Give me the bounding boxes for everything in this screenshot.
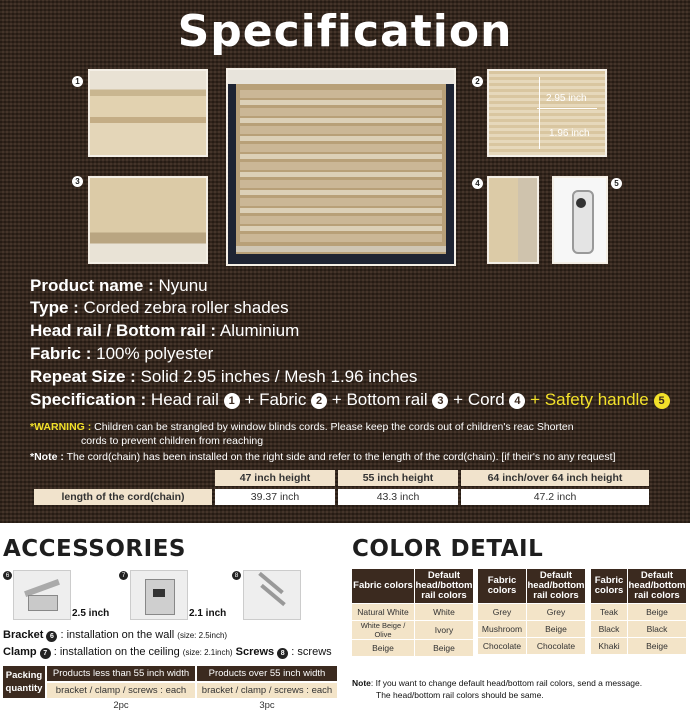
packing-header-under-55: Products less than 55 inch width — [47, 666, 195, 681]
fabric-color: Beige — [352, 640, 414, 656]
color-group-2 — [477, 568, 586, 655]
spec-circle-3: 3 — [432, 393, 448, 409]
color-note-text-2: The head/bottom rail colors should be same. — [376, 690, 544, 700]
clamp-size-label: 2.1 inch — [189, 608, 227, 619]
rail-line — [30, 321, 299, 341]
fabric-photo — [487, 69, 607, 157]
color-note-text: : If you want to change default head/bottom rail colors, send a message. — [370, 678, 643, 688]
product-name-value: Nyunu — [158, 276, 208, 295]
cord-header-64: 64 inch/over 64 inch height — [461, 470, 649, 486]
warning-text: Children can be strangled by window blinds cords. Please keep the cords out of children's reac Shorten — [94, 421, 574, 433]
zebra-blind-main-photo — [226, 68, 456, 266]
clamp-text: : installation on the ceiling — [53, 646, 180, 658]
screws-label: Screws — [235, 646, 275, 658]
cord-length-table — [31, 467, 652, 508]
spec-circle-1: 1 — [224, 393, 240, 409]
packing-header-over-55: Products over 55 inch width — [197, 666, 337, 681]
fabric-color: Chocolate — [478, 638, 526, 654]
photo-number-3: 3 — [72, 176, 83, 187]
specification-label: Specification : — [30, 390, 147, 409]
rail-value: Aluminium — [219, 321, 300, 340]
color-detail-heading: COLOR DETAIL — [352, 536, 544, 562]
rail-colors-header: Default head/bottom rail colors — [415, 570, 473, 601]
product-name-line — [30, 276, 208, 296]
spec-head-rail: Head rail — [150, 390, 219, 409]
rail-colors-header: Default head/bottom rail colors — [628, 570, 686, 601]
cord-value-47: 39.37 inch — [215, 489, 335, 505]
rail-label: Head rail / Bottom rail : — [30, 321, 217, 340]
color-group-3 — [590, 568, 687, 655]
accessory-number-6: 6 — [3, 571, 12, 580]
cord-value-55: 43.3 inch — [338, 489, 458, 505]
fabric-color: Natural White — [352, 604, 414, 620]
spec-circle-5: 5 — [654, 393, 670, 409]
rail-color: White — [415, 604, 473, 620]
page-title: Specification — [177, 6, 513, 57]
photo-number-4: 4 — [472, 178, 483, 189]
type-line — [30, 298, 289, 318]
bracket-label: Bracket — [3, 629, 44, 641]
bottom-rail-photo — [88, 176, 208, 264]
fabric-color: Mushroom — [478, 621, 526, 637]
spec-safety-handle: + Safety handle — [530, 390, 649, 409]
repeat-size-line — [30, 367, 417, 387]
fabric-color: Khaki — [591, 638, 627, 654]
accessory-number-7: 7 — [119, 571, 128, 580]
fabric-value: 100% polyester — [96, 344, 214, 363]
screws-image — [243, 570, 301, 620]
photo-number-5: 5 — [611, 178, 622, 189]
fabric-color: Teak — [591, 604, 627, 620]
spec-circle-4: 4 — [509, 393, 525, 409]
fabric-color: Black — [591, 621, 627, 637]
accessories-heading: ACCESSORIES — [3, 536, 186, 562]
photo-number-1: 1 — [72, 76, 83, 87]
spec-fabric: + Fabric — [244, 390, 307, 409]
clamp-circle-7: 7 — [40, 648, 51, 659]
clamp-label: Clamp — [3, 646, 37, 658]
rail-colors-header: Default head/bottom rail colors — [527, 570, 585, 601]
mesh-dimension-label: 1.96 inch — [549, 128, 590, 139]
note-label: *Note : — [30, 451, 64, 463]
color-group-1 — [351, 568, 474, 657]
bracket-circle-6: 6 — [46, 631, 57, 642]
rail-color: Beige — [628, 604, 686, 620]
head-rail-photo — [88, 69, 208, 157]
fabric-label: Fabric : — [30, 344, 92, 363]
specification-line — [30, 390, 670, 410]
color-note — [352, 677, 642, 701]
packing-value-over-55: bracket / clamp / screws : each 3pc — [197, 683, 337, 698]
screws-text: : screws — [291, 646, 332, 658]
photo-number-2: 2 — [472, 76, 483, 87]
warning-block — [30, 420, 670, 448]
clamp-image — [130, 570, 188, 620]
rail-color: Beige — [628, 638, 686, 654]
rail-color: Beige — [415, 640, 473, 656]
fabric-colors-header: Fabric colors — [352, 569, 414, 603]
rail-color: Black — [628, 621, 686, 637]
bracket-text: : installation on the wall — [60, 629, 175, 641]
solid-dimension-label: 2.95 inch — [546, 93, 587, 104]
spec-circle-2: 2 — [311, 393, 327, 409]
cord-header-47: 47 inch height — [215, 470, 335, 486]
spec-bottom-rail: + Bottom rail — [331, 390, 428, 409]
fabric-line — [30, 344, 213, 364]
cord-header-55: 55 inch height — [338, 470, 458, 486]
rail-color: Grey — [527, 604, 585, 620]
rail-color: Ivory — [415, 621, 473, 639]
cord-value-64: 47.2 inch — [461, 489, 649, 505]
bracket-size-note: (size: 2.5inch) — [177, 631, 228, 640]
product-name-label: Product name : — [30, 276, 154, 295]
warning-label: *WARNING : — [30, 421, 92, 433]
type-label: Type : — [30, 298, 79, 317]
rail-color: Chocolate — [527, 638, 585, 654]
fabric-color: Grey — [478, 604, 526, 620]
type-value: Corded zebra roller shades — [83, 298, 289, 317]
bracket-line — [3, 629, 227, 642]
note-text: The cord(chain) has been installed on the right side and refer to the length of the cord(chain). [if their's no any request] — [66, 451, 616, 463]
safety-handle-photo — [552, 176, 608, 264]
note-block — [30, 450, 670, 464]
repeat-size-value: Solid 2.95 inches / Mesh 1.96 inches — [140, 367, 418, 386]
color-note-label: Note — [352, 678, 371, 688]
rail-color: Beige — [527, 621, 585, 637]
repeat-size-label: Repeat Size : — [30, 367, 136, 386]
accessory-number-8: 8 — [232, 571, 241, 580]
cord-row-label: length of the cord(chain) — [34, 489, 212, 505]
packing-value-under-55: bracket / clamp / screws : each 2pc — [47, 683, 195, 698]
clamp-line — [3, 646, 332, 659]
packing-quantity-label: Packing quantity — [3, 666, 45, 698]
screws-circle-8: 8 — [277, 648, 288, 659]
fabric-colors-header: Fabric colors — [591, 569, 627, 603]
warning-text-2: cords to prevent children from reaching — [81, 435, 264, 447]
bracket-image — [13, 570, 71, 620]
fabric-color: White Beige / Olive — [352, 621, 414, 639]
bracket-size-label: 2.5 inch — [72, 608, 110, 619]
cord-photo — [487, 176, 539, 264]
clamp-size-note: (size: 2.1inch) — [182, 648, 233, 657]
fabric-colors-header: Fabric colors — [478, 569, 526, 603]
spec-cord: + Cord — [453, 390, 505, 409]
